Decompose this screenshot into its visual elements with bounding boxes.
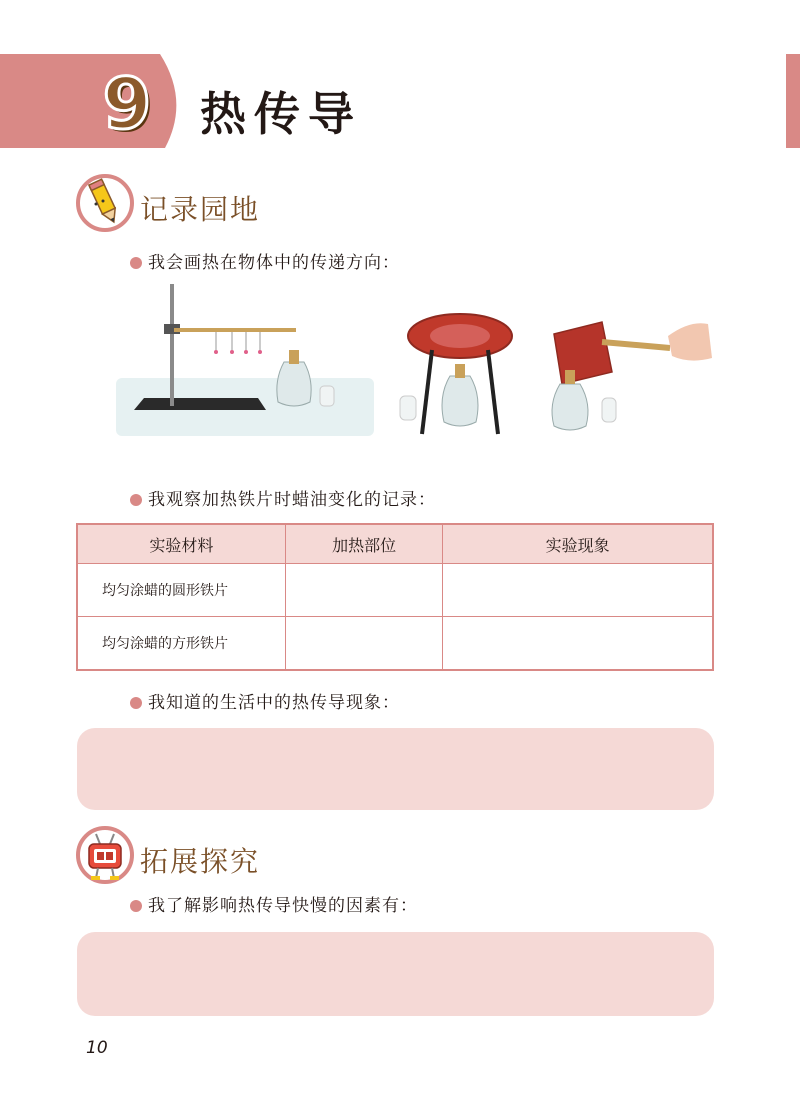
table-header-row	[77, 524, 713, 564]
page-edge-tab	[786, 54, 800, 148]
table-header-cell: 实验材料	[77, 524, 285, 564]
bullet-dot	[130, 900, 142, 912]
answer-box-factors[interactable]	[77, 932, 714, 1016]
bullet-dot	[130, 697, 142, 709]
table-cell-phenomenon[interactable]	[443, 564, 713, 617]
rod-heating-photo	[116, 280, 374, 436]
record-table	[76, 523, 714, 671]
section-title-extend: 拓展探究	[140, 845, 261, 878]
answer-box-life-phenomena[interactable]	[77, 728, 714, 810]
bullet-dot	[130, 257, 142, 269]
square-plate-heating-photo	[540, 318, 714, 438]
bullet-dot	[130, 494, 142, 506]
section-title-record: 记录园地	[140, 193, 261, 226]
bullet-life-phenomena: 我知道的生活中的热传导现象：	[130, 688, 400, 713]
table-cell-material: 均匀涂蜡的圆形铁片	[77, 564, 285, 617]
pencil-icon	[76, 174, 134, 232]
table-header-cell: 加热部位	[285, 524, 443, 564]
page-number: 10	[86, 1038, 108, 1058]
table-cell-heating-position[interactable]	[285, 564, 443, 617]
table-cell-phenomenon[interactable]	[443, 617, 713, 671]
bullet-draw-direction: 我会画热在物体中的传递方向：	[130, 248, 400, 273]
robot-icon	[76, 826, 134, 884]
table-cell-heating-position[interactable]	[285, 617, 443, 671]
table-cell-material: 均匀涂蜡的方形铁片	[77, 617, 285, 671]
chapter-title: 热传导	[200, 87, 362, 141]
table-row	[77, 564, 713, 617]
table-header-cell: 实验现象	[443, 524, 713, 564]
table-row	[77, 617, 713, 671]
bullet-factors: 我了解影响热传导快慢的因素有：	[130, 891, 418, 916]
bullet-observe-record: 我观察加热铁片时蜡油变化的记录：	[130, 485, 436, 510]
round-plate-heating-photo	[398, 310, 516, 438]
chapter-number: 9	[102, 63, 152, 145]
